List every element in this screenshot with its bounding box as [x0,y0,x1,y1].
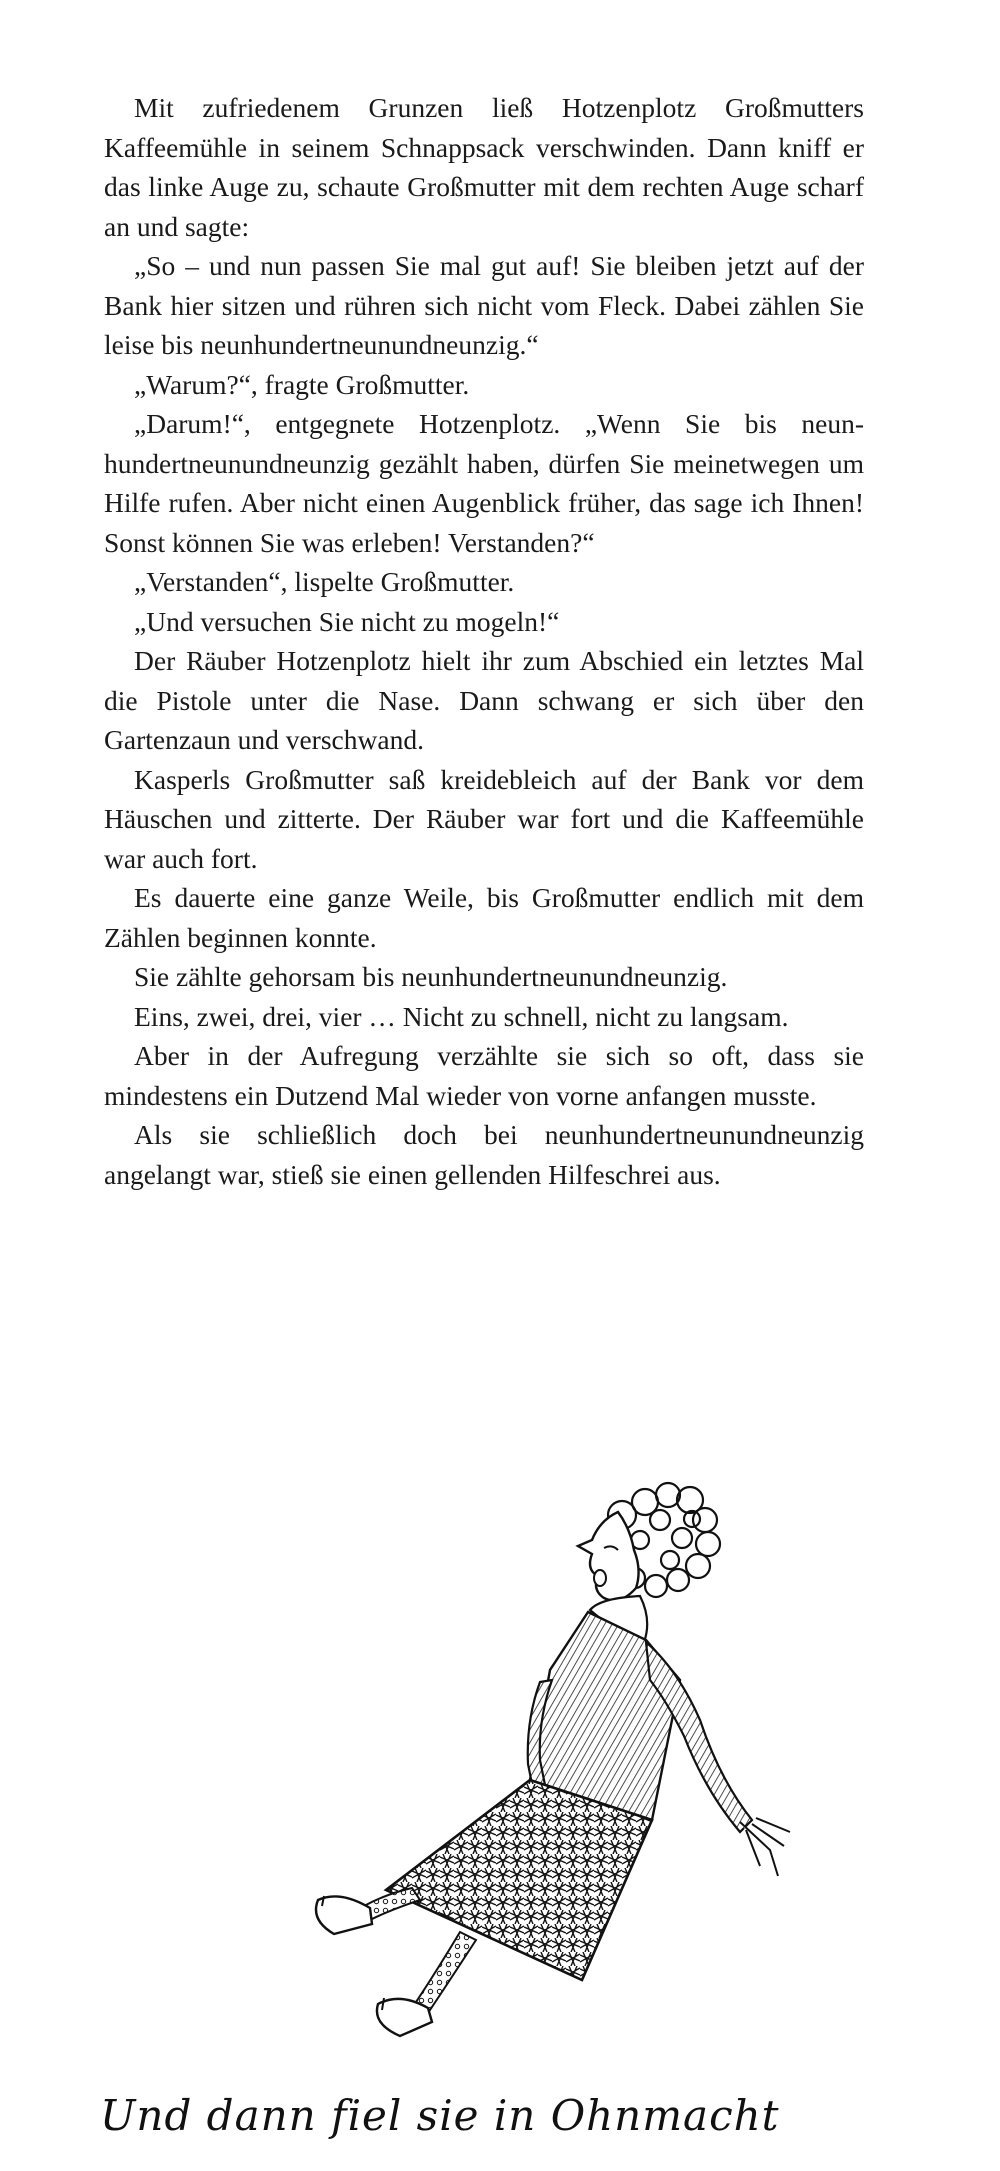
paragraph-2: „So – und nun passen Sie mal gut auf! Sie bleiben jetzt auf der Bank hier sitzen und rühren sich nicht vom Fleck. Dabei zählen Sie leise bis neunhundertneunundneunzig.“ [104,250,864,360]
paragraph-5: „Verstanden“, lispelte Großmutter. [134,566,515,597]
upper-leg [364,1888,420,1920]
illustration-caption: Und dann fiel sie in Ohnmacht [100,2091,780,2140]
lower-shoe [377,1999,432,2036]
fainting-grandmother-illustration [300,1420,980,2080]
paragraph-9: Es dauerte eine ganze Weile, bis Großmutter endlich mit dem Zählen beginnen konnte. [104,882,864,953]
paragraph-12: Aber in der Aufregung verzählte sie sich so oft, dass sie mindestens ein Dutzend Mal wieder von vorne anfangen musste. [104,1040,864,1111]
lower-leg [416,1932,476,2010]
paragraph-4: „Darum!“, entgegnete Hotzenplotz. „Wenn Sie bis neunhundertneunundneunzig gezählt haben, dürfen Sie meinetwegen um Hilfe rufen. Aber nicht einen Augenblick früher, das sage ich Ihnen! Sonst können Sie was erleben! Verstanden?“ [104,408,864,558]
paragraph-1: Mit zufriedenem Grunzen ließ Hotzenplotz Großmutters Kaffeemühle in seinem Schnappsack verschwinden. Dann kniff er das linke Auge zu, schaute Großmutter mit dem rechten Auge scharf an und sagte: [104,92,864,242]
paragraph-6: „Und versuchen Sie nicht zu mogeln!“ [134,605,560,637]
paragraph-8: Kasperls Großmutter saß kreidebleich auf der Bank vor dem Häuschen und zitterte. Der Räuber war fort und die Kaffeemühle war auch fort. [104,763,864,874]
scribbled-skirt [386,1780,652,1980]
upper-shoe [316,1896,372,1934]
paragraph-13: Als sie schließlich doch bei neunhundertneunundneunzig angelangt war, stieß sie einen gellenden Hilfeschrei aus. [104,1119,864,1190]
paragraph-7: Der Räuber Hotzenplotz hielt ihr zum Abschied ein letztes Mal die Pistole unter die Nase. Dann schwang er sich über den Gartenzaun und verschwand. [104,645,864,755]
paragraph-11: Eins, zwei, drei, vier … Nicht zu schnell, nicht zu langsam. [134,1000,789,1032]
story-text [104,88,864,1194]
paragraph-3: „Warum?“, fragte Großmutter. [134,368,470,400]
face [578,1512,639,1600]
paragraph-10: Sie zählte gehorsam bis neunhundertneunundneunzig. [134,961,728,992]
